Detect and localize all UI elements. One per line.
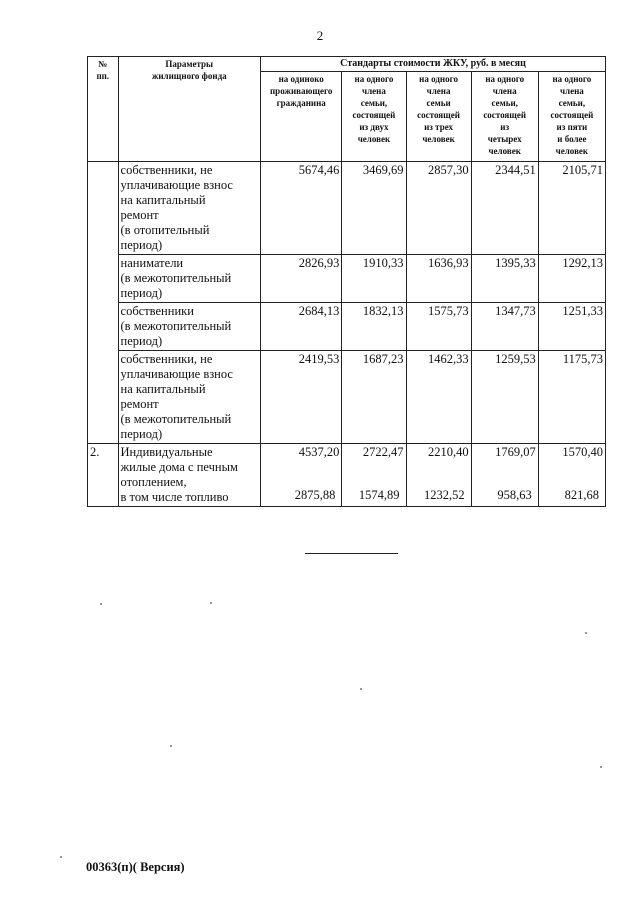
value-cell: 1570,40 xyxy=(562,445,603,459)
row-param: Индивидуальные жилые дома с печным отоплением, в том числе топливо xyxy=(118,444,260,507)
scan-speck xyxy=(170,745,172,747)
value-cell: 2684,13 xyxy=(260,303,341,351)
row-param: собственники, не уплачивающие взнос на капитальный ремонт (в отопительный период) xyxy=(118,162,260,255)
value-cell: 1259,53 xyxy=(471,351,538,444)
value-cell: 1347,73 xyxy=(471,303,538,351)
value-cell: 2419,53 xyxy=(260,351,341,444)
table-row xyxy=(88,351,606,444)
cost-standards-table xyxy=(87,56,606,507)
header-sub-1: на одиноко проживающего гражданина xyxy=(260,72,341,162)
table-row xyxy=(88,444,606,507)
value-cell: 2344,51 xyxy=(471,162,538,255)
value-cell: 1395,33 xyxy=(471,255,538,303)
value-cell: 2210,40 xyxy=(428,445,469,459)
scan-speck xyxy=(210,602,212,604)
scan-speck xyxy=(585,632,587,634)
header-group-title: Стандарты стоимости ЖКУ, руб. в месяц xyxy=(260,57,605,72)
table-row xyxy=(88,162,606,255)
value-cell: 1292,13 xyxy=(538,255,605,303)
value-cell: 1769,07 xyxy=(495,445,536,459)
value-cell: 1636,93 xyxy=(406,255,471,303)
value-cell: 1575,73 xyxy=(406,303,471,351)
value-cell: 2722,47 xyxy=(362,445,404,459)
row-index-cell xyxy=(88,162,119,444)
value-cell: 2105,71 xyxy=(538,162,605,255)
value-cell: 1687,23 xyxy=(342,351,406,444)
header-index: № пп. xyxy=(88,57,119,162)
header-sub-5: на одного члена семьи, состоящей из пяти и более человек xyxy=(538,72,605,162)
separator-line xyxy=(305,553,398,554)
row-param: наниматели (в межотопительный период) xyxy=(118,255,260,303)
value-cell-pair xyxy=(406,444,471,507)
value-cell-pair xyxy=(471,444,538,507)
value-cell: 3469,69 xyxy=(342,162,406,255)
value-cell-pair xyxy=(342,444,406,507)
value-cell: 5674,46 xyxy=(260,162,341,255)
page-number: 2 xyxy=(316,28,324,43)
value-cell: 2826,93 xyxy=(260,255,341,303)
header-params: Параметры жилищного фонда xyxy=(118,57,260,162)
value-cell-pair xyxy=(538,444,605,507)
value-cell: 2857,30 xyxy=(406,162,471,255)
value-cell-pair xyxy=(260,444,341,507)
value-cell: 1462,33 xyxy=(406,351,471,444)
fuel-value-cell: 2875,88 xyxy=(294,488,336,502)
row-param: собственники (в межотопительный период) xyxy=(118,303,260,351)
table-row xyxy=(88,255,606,303)
value-cell: 1832,13 xyxy=(342,303,406,351)
value-cell: 1175,73 xyxy=(538,351,605,444)
row-param: собственники, не уплачивающие взнос на капитальный ремонт (в межотопительный период) xyxy=(118,351,260,444)
header-sub-2: на одного члена семьи, состоящей из двух человек xyxy=(342,72,406,162)
value-cell: 1251,33 xyxy=(538,303,605,351)
header-sub-3: на одного члена семьи состоящей из трех человек xyxy=(406,72,471,162)
scan-speck xyxy=(60,856,62,858)
value-cell: 1910,33 xyxy=(342,255,406,303)
header-sub-4: на одного члена семьи, состоящей из четырех человек xyxy=(471,72,538,162)
scan-speck xyxy=(600,766,602,768)
row-index-cell: 2. xyxy=(88,444,119,507)
table-row xyxy=(88,303,606,351)
value-cell: 4537,20 xyxy=(298,445,340,459)
fuel-value-cell: 1232,52 xyxy=(424,488,465,502)
scan-speck xyxy=(100,603,102,605)
footer-document-code: 00363(п)( Версия) xyxy=(86,860,185,874)
fuel-value-cell: 1574,89 xyxy=(358,488,400,502)
fuel-value-cell: 958,63 xyxy=(497,488,532,502)
scan-speck xyxy=(360,688,362,690)
fuel-value-cell: 821,68 xyxy=(564,488,599,502)
